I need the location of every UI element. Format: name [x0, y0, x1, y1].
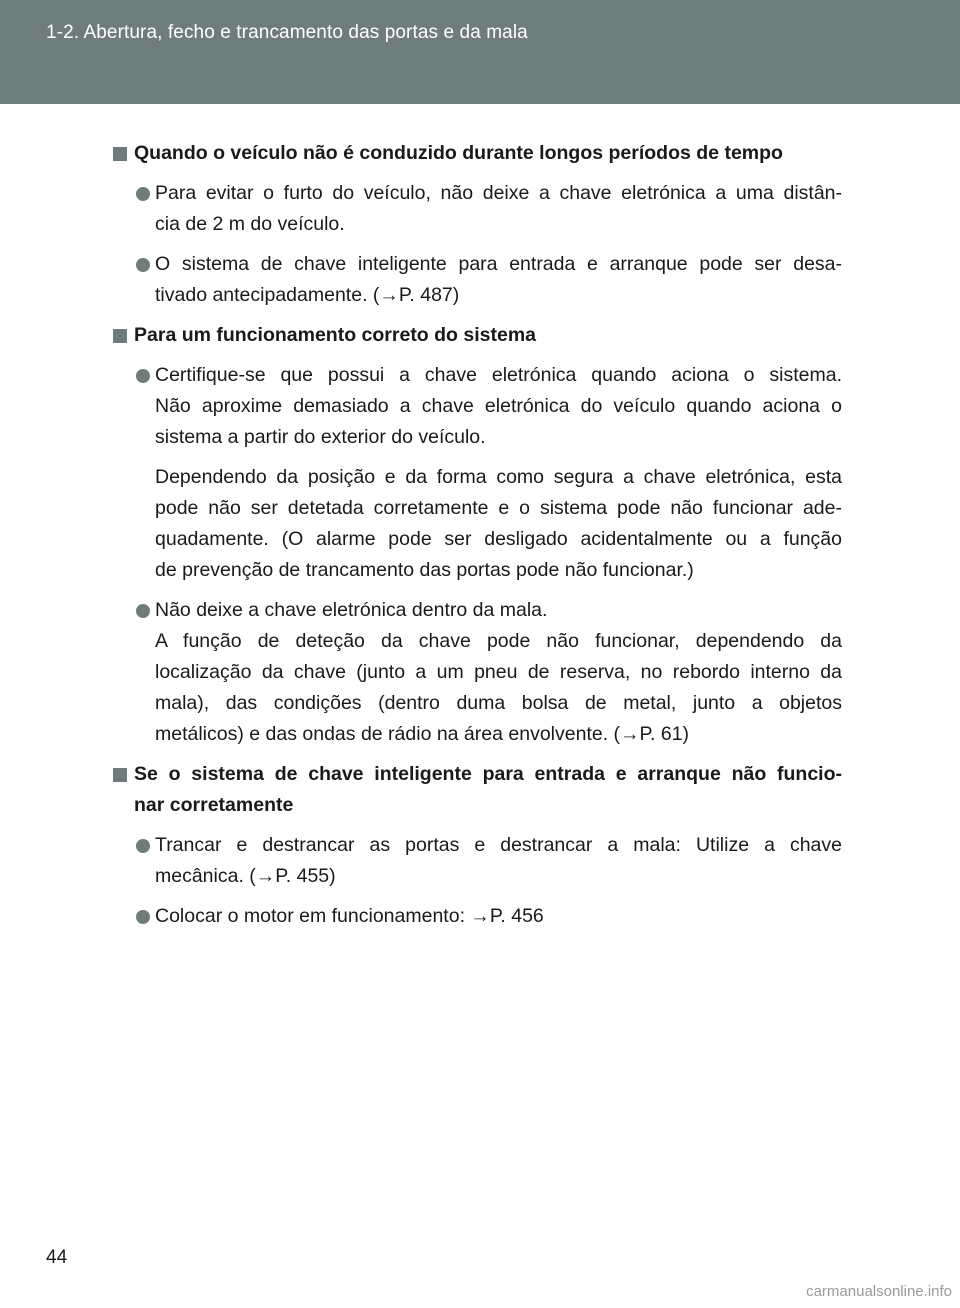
text-line: Para evitar o furto do veículo, não deixe a chave eletrónica a uma distân- [155, 182, 842, 204]
heading-text: nar corretamente [134, 794, 294, 816]
text-line: cia de 2 m do veículo. [155, 213, 345, 235]
text-line: A função de deteção da chave pode não funcionar, dependendo da [155, 630, 842, 652]
list-item [112, 901, 842, 932]
list-item [112, 360, 842, 453]
text-line: Trancar e destrancar as portas e destrancar a mala: Utilize a chave [155, 834, 842, 856]
text-line: sistema a partir do exterior do veículo. [155, 426, 486, 448]
text-line: de prevenção de trancamento das portas pode não funcionar.) [155, 559, 694, 581]
text-line: O sistema de chave inteligente para entrada e arranque pode ser desa- [155, 253, 842, 275]
list-item [112, 249, 842, 311]
heading-text: Se o sistema de chave inteligente para entrada e arranque não funcio- [134, 763, 842, 785]
text-line: pode não ser detetada corretamente e o sistema pode não funcionar ade- [155, 497, 842, 519]
round-bullet-icon [136, 839, 150, 853]
square-bullet-icon [113, 768, 127, 782]
text-line: metálicos) e das ondas de rádio na área envolvente. (→P. 61) [155, 723, 690, 745]
note-paragraph [112, 462, 842, 586]
text-line: Colocar o motor em funcionamento: →P. 456 [155, 905, 544, 927]
section-heading-malfunction [112, 759, 842, 821]
round-bullet-icon [136, 187, 150, 201]
section-title: 1-2. Abertura, fecho e trancamento das portas e da mala [46, 22, 528, 43]
text-line: Dependendo da posição e da forma como segura a chave eletrónica, esta [155, 466, 842, 488]
text-line: tivado antecipadamente. (→P. 487) [155, 284, 460, 306]
text-line: mecânica. (→P. 455) [155, 865, 336, 887]
list-item [112, 595, 842, 750]
page-content [112, 138, 842, 941]
round-bullet-icon [136, 258, 150, 272]
round-bullet-icon [136, 369, 150, 383]
round-bullet-icon [136, 910, 150, 924]
heading-text: Quando o veículo não é conduzido durante longos períodos de tempo [134, 142, 783, 164]
text-line: Certifique-se que possui a chave eletrónica quando aciona o sistema. [155, 364, 842, 386]
text-line: quadamente. (O alarme pode ser desligado acidentalmente ou a função [155, 528, 842, 550]
text-line: Não aproxime demasiado a chave eletrónica do veículo quando aciona o [155, 395, 842, 417]
square-bullet-icon [113, 329, 127, 343]
section-heading-long-periods [112, 138, 842, 169]
list-item [112, 178, 842, 240]
page-number: 44 [46, 1247, 68, 1268]
square-bullet-icon [113, 147, 127, 161]
text-line: localização da chave (junto a um pneu de reserva, no rebordo interno da [155, 661, 842, 683]
round-bullet-icon [136, 604, 150, 618]
text-line: mala), das condições (dentro duma bolsa de metal, junto a objetos [155, 692, 842, 714]
heading-text: Para um funcionamento correto do sistema [134, 324, 537, 346]
list-item [112, 830, 842, 892]
header-bar [0, 0, 960, 104]
section-heading-correct-operation [112, 320, 842, 351]
text-line: Não deixe a chave eletrónica dentro da mala. [155, 599, 548, 621]
watermark: carmanualsonline.info [806, 1283, 952, 1300]
